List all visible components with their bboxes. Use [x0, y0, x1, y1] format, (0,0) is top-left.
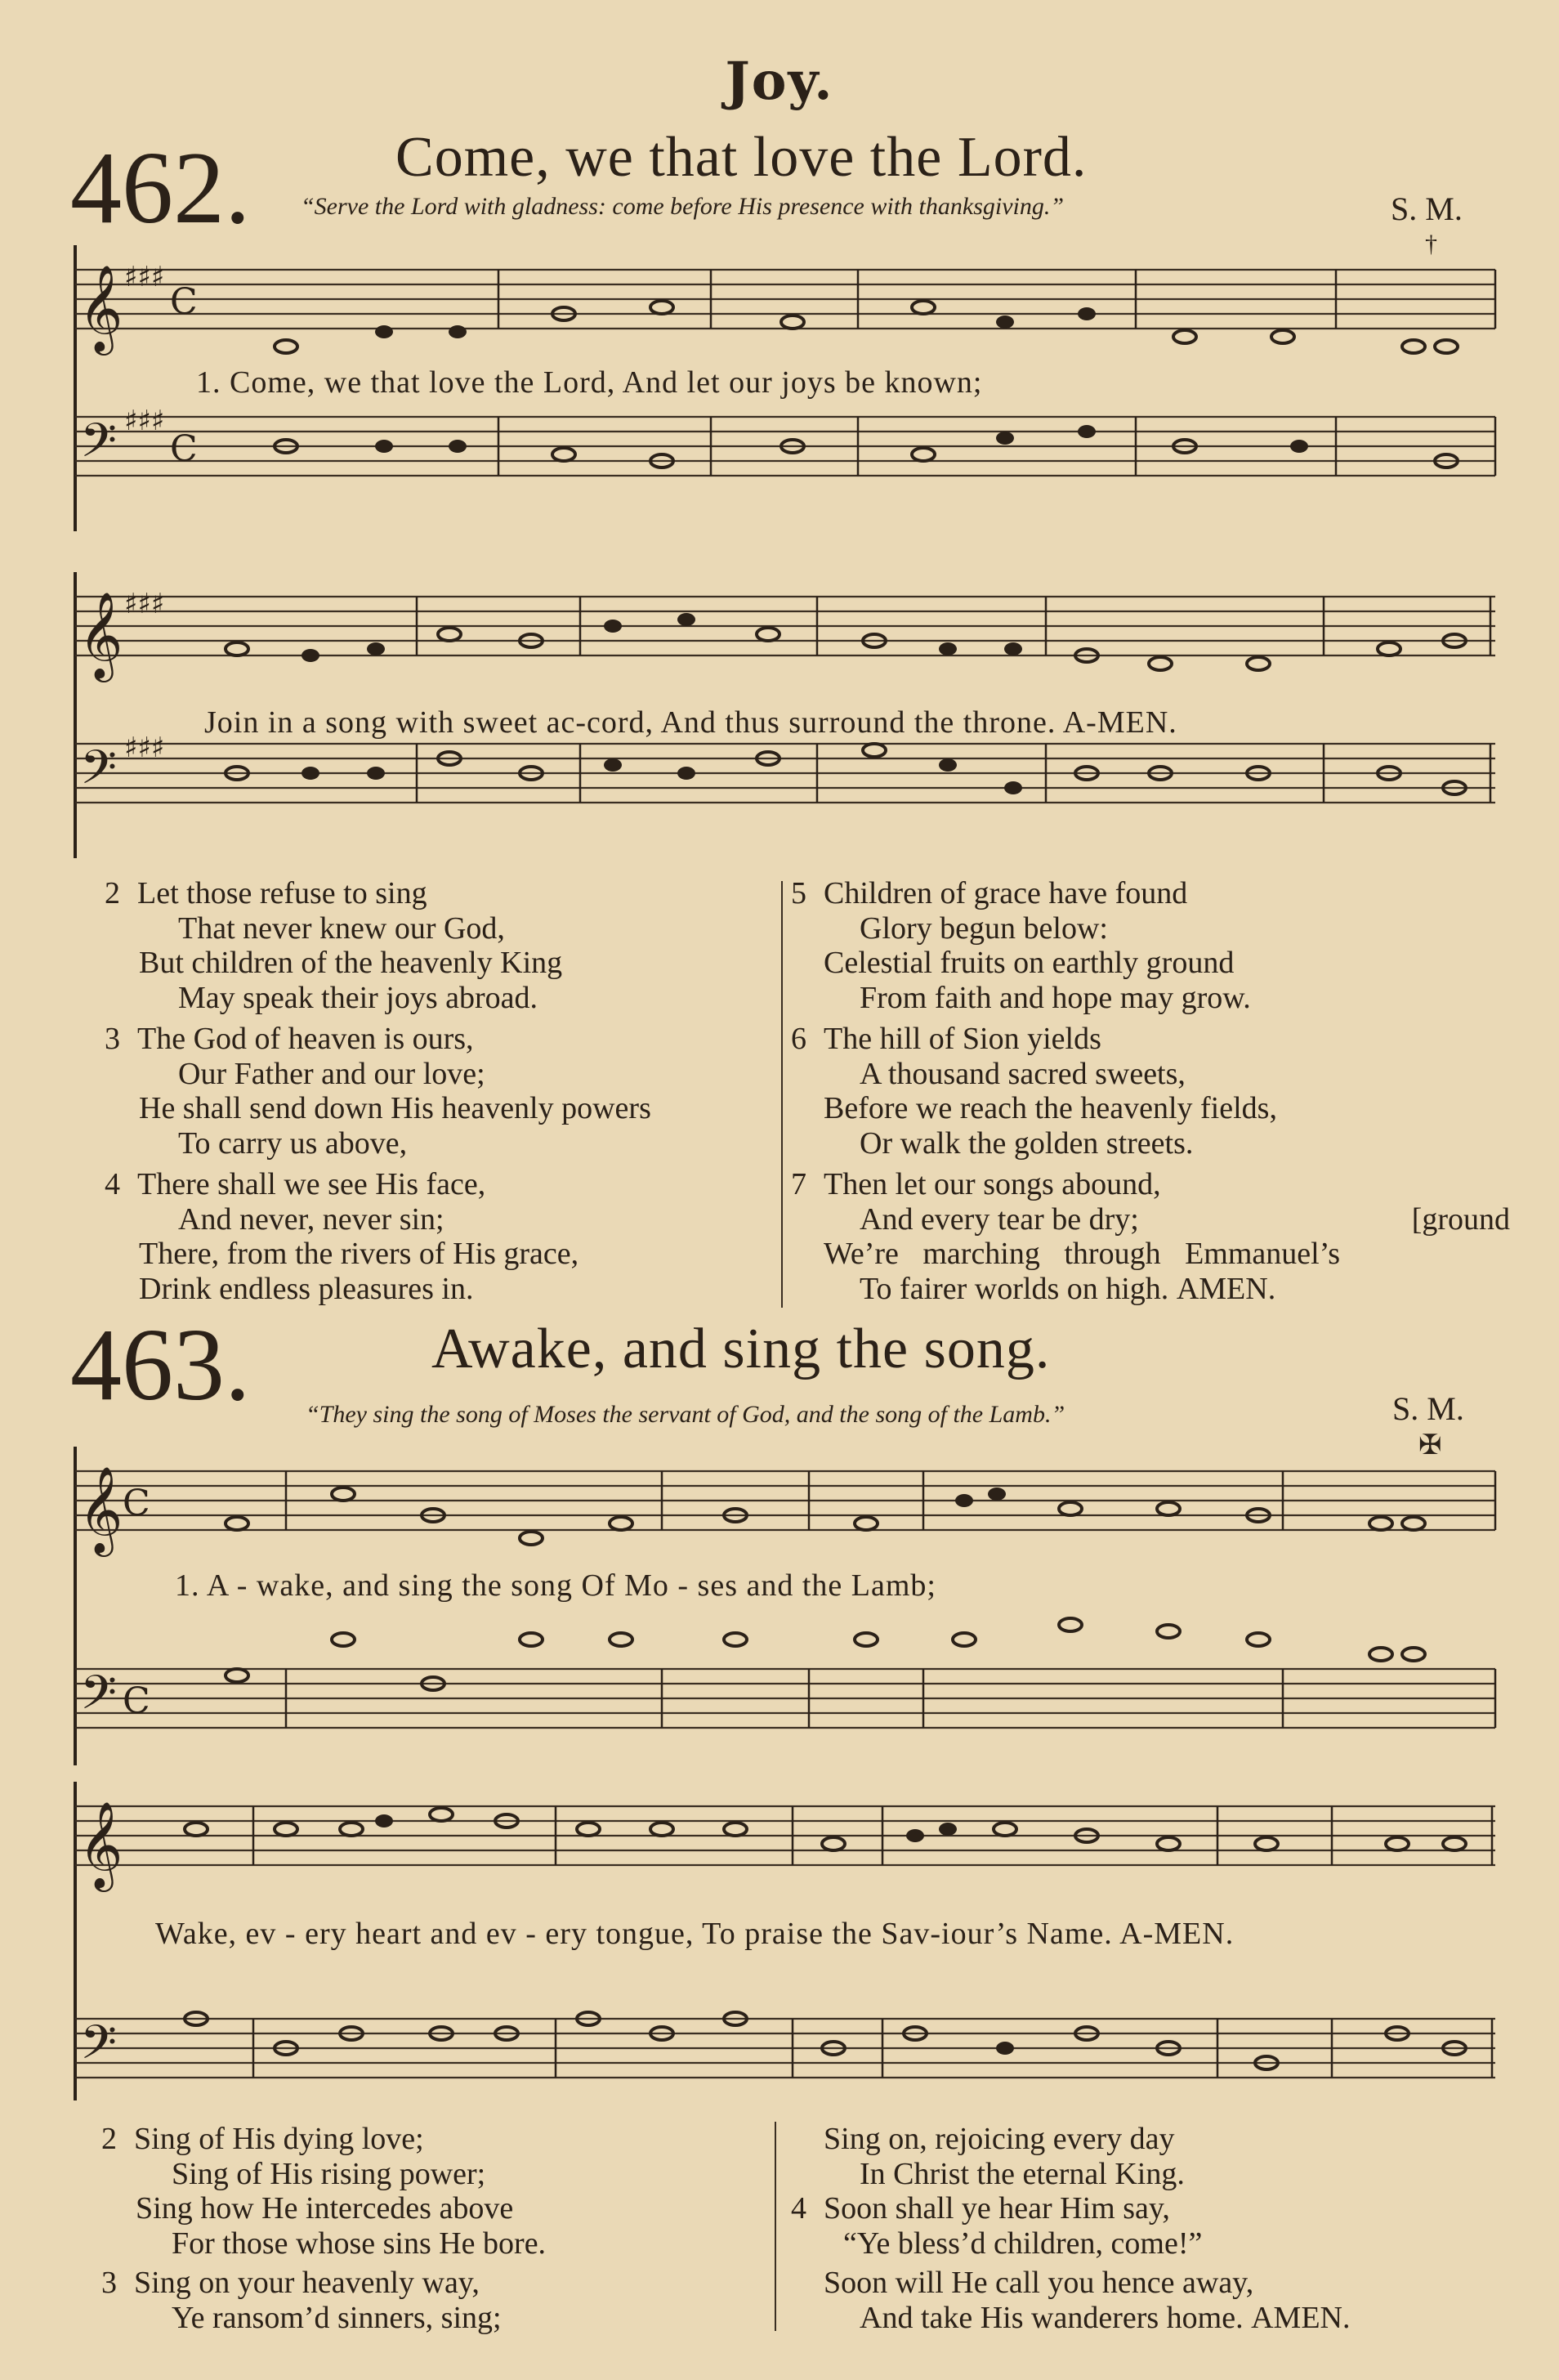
amen-463: AMEN. [1251, 2300, 1351, 2335]
hymn-462-verses-left: 2 Let those refuse to sing That never knew our God, But children of the heavenly King May speak their joys abroad. 3 The God of heaven is ours, Our Father and our love; He shall send down His heavenly powers To carry us above, 4 There shall we see His face, And never, never sin; There, from the rivers of His grace, Drink endless pleasures in. [105, 876, 651, 1306]
time-signature: C [170, 281, 198, 323]
svg-text:𝄞: 𝄞 [78, 1801, 123, 1888]
svg-text:𝄢: 𝄢 [80, 2015, 118, 2082]
hymn-462-verses-right: 5 Children of grace have found Glory begun below: Celestial fruits on earthly ground From faith and hope may grow. 6 The hill of Sion yields A thousand sacred sweets, Before we reach the heavenly fields, Or walk the golden streets. 7 Then let our songs abound, And every tear be dry; [ground We’re marching through Emmanuel’s To fairer worlds on high. AMEN. [791, 876, 1510, 1306]
key-signature: ♯♯♯ [124, 261, 165, 293]
hymn-462-title: Come, we that love the Lord. [395, 126, 1088, 189]
bass-clef: 𝄢 [80, 413, 118, 480]
hymn-462-epigraph: “Serve the Lord with gladness: come before His presence with thanksgiving.” [301, 193, 1065, 220]
svg-text:C: C [170, 428, 198, 470]
hymn-462-lyrics-1: 1. Come, we that love the Lord, And let our joys be known; [196, 365, 983, 400]
hymn-462-number: 462. [70, 132, 251, 245]
hymn-463-verses-left: 2 Sing of His dying love; Sing of His rising power; Sing how He intercedes above For those whose sins He bore. 3 Sing on your heavenly way, Ye ransom’d sinners, sing; [101, 2122, 547, 2335]
bass-staff [75, 417, 1495, 476]
hymn-463-system-1 [74, 1447, 1502, 1774]
hymn-462-lyrics-2: Join in a song with sweet ac-cord, And thus surround the throne. A-MEN. [204, 705, 1177, 740]
svg-text:𝄞: 𝄞 [78, 1465, 123, 1553]
svg-text:𝄢: 𝄢 [80, 740, 118, 807]
hymn-463-number: 463. [70, 1309, 251, 1422]
treble-staff [75, 270, 1495, 329]
continuation-mark: [ground [1411, 1201, 1510, 1237]
amen: AMEN. [1176, 1271, 1276, 1306]
svg-text:C: C [123, 1483, 150, 1524]
hymn-463-epigraph: “They sing the song of Moses the servant of God, and the song of the Lamb.” [306, 1401, 1065, 1428]
section-title: Joy. [725, 51, 834, 112]
svg-text:C: C [123, 1680, 150, 1722]
hymn-463-meter: S. M. [1392, 1390, 1464, 1427]
hymn-463-verses-right: Sing on, rejoicing every day In Christ the eternal King. 4 Soon shall ye hear Him say, “Ye bless’d children, come!” Soon will He call you hence away, And take His wanderers home. AMEN. [791, 2122, 1351, 2335]
svg-text:♯♯♯: ♯♯♯ [124, 731, 165, 764]
svg-text:♯♯♯: ♯♯♯ [124, 405, 165, 437]
hymn-463-title: Awake, and sing the song. [431, 1318, 1051, 1380]
svg-text:♯♯♯: ♯♯♯ [124, 588, 165, 620]
hymn-462-dagger: † [1425, 230, 1437, 257]
hymn-462-meter: S. M. [1391, 190, 1463, 227]
svg-text:𝄢: 𝄢 [80, 1665, 118, 1732]
treble-clef: 𝄞 [78, 264, 123, 351]
svg-text:𝄞: 𝄞 [78, 591, 123, 678]
verse-divider [781, 881, 783, 1308]
hymn-463-cross: ✠ [1418, 1430, 1442, 1461]
verse-divider-463 [775, 2122, 776, 2331]
hymn-463-lyrics-2: Wake, ev - ery heart and ev - ery tongue, To praise the Sav-iour’s Name. A-MEN. [155, 1917, 1235, 1951]
hymn-463-lyrics-1: 1. A - wake, and sing the song Of Mo - ses and the Lamb; [175, 1568, 936, 1603]
